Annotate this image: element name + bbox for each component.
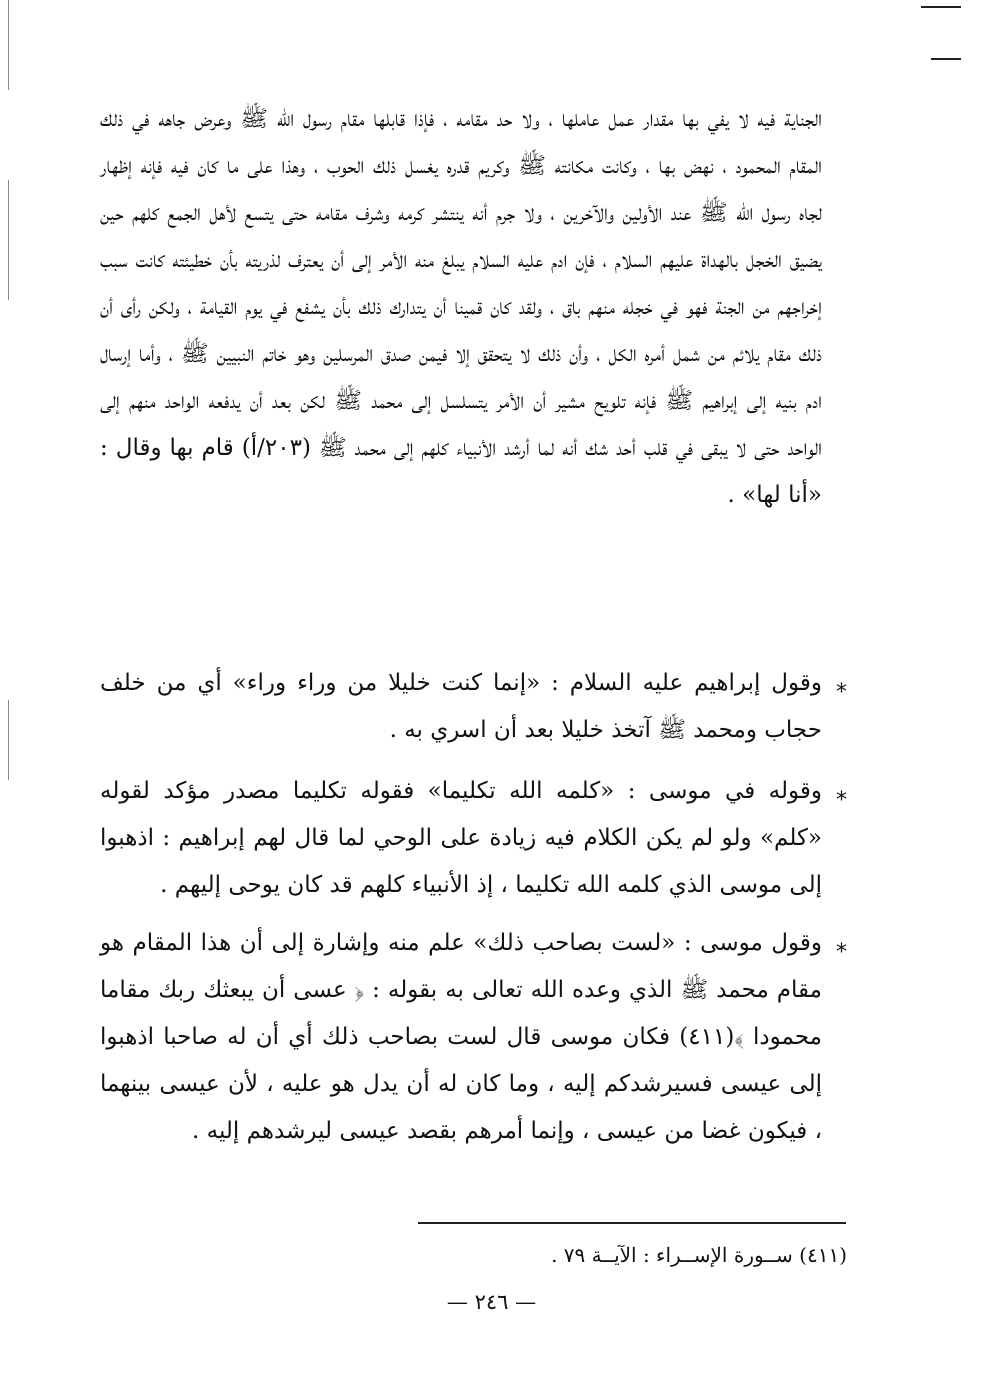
scan-edge-mark [8,0,9,90]
page-number: — ٢٤٦ — [446,1290,537,1314]
scan-edge-mark [8,180,9,300]
bullet-star: * [836,680,847,705]
footnote-separator [418,1222,846,1224]
bullet-star: * [836,940,847,965]
scan-edge-mark [8,700,9,780]
scan-corner-mark [931,58,961,60]
scan-corner-mark [921,6,961,8]
bullet-paragraph-musa-speech: وقوله في موسى : «كلمه الله تكليما» فقوله تكليما مصدر مؤكد لقوله «كلم» ولو لم يكن الكلام فيه زيادة على الوحي لما قال لهم إبراهيم : اذهبوا إلى موسى الذي كلمه الله تكليما ، إذ الأنبياء كلهم قد كان يوحى إليهم . [100,778,822,898]
bullet-paragraph-musa-saying: وقول موسى : «لست بصاحب ذلك» علم منه وإشارة إلى أن هذا المقام هو مقام محمد ﷺ الذي وعده الله تعالى به بقوله : ﴿ عسى أن يبعثك ربك مقاما محمودا ﴾(٤١١) فكان موسى قال لست بصاحب ذلك أي أن له صاحبا اذهبوا إلى عيسى فسيرشدكم إليه ، وما كان له أن يدل هو عليه ، لأن عيسى بينهما ، فيكون غضا من عيسى ، وإنما أمرهم بقصد عيسى ليرشدهم إليه . [100,930,823,1144]
bullet-star: * [836,788,847,813]
footnote: (٤١١) ســورة الإســراء : الآيــة ٧٩ . [551,1243,847,1267]
main-paragraph: الجناية فيه لا يفي بها مقدار عمل عاملها ، ولا حد مقامه ، فإذا قابلها مقام رسول الله ﷺ وعرض جاهه في ذلك المقام المحمود ، نهض بها ، وكانت مكانته ﷺ وكريم قدره يغسل ذلك الحوب ، وهذا على ما كان فيه فإنه إظهار لجاه رسول الله ﷺ عند الأولين والآخرين ، ولا جرم أنه ينتشر كرمه وشرف مقامه حتى يتسع لأهل الجمع كلهم حين يضيق الخجل بالهداة عليهم السلام ، فإن ادم عليه السلام يبلغ منه الأمر إلى أن يعترف لذريته بأن خطيئته كانت سبب إخراجهم من الجنة فهو في خجله منهم باق ، ولقد كان قمينا أن يتدارك ذلك بأن يشفع في يوم القيامة ، ولكن رأى أن ذلك مقام يلائم من شمل أمره الكل ، وأن ذلك لا يتحقق إلا فيمن صدق المرسلين وهو خاتم النبيين ﷺ ، وأما إرسال ادم بنيه إلى إبراهيم ﷺ فإنه تلويح مشير أن الأمر يتسلسل إلى محمد ﷺ لكن بعد أن يدفعه الواحد منهم إلى الواحد حتى لا يبقى في قلب أحد شك أنه لما أرشد الأنبياء كلهم إلى محمد ﷺ (٢٠٣/أ) قام بها وقال : «أنا لها» . [100,106,822,508]
bullet-paragraph-ibrahim: وقول إبراهيم عليه السلام : «إنما كنت خليلا من وراء وراء» أي من خلف حجاب ومحمد ﷺ آتخذ خليلا بعد أن اسري به . [100,670,822,743]
